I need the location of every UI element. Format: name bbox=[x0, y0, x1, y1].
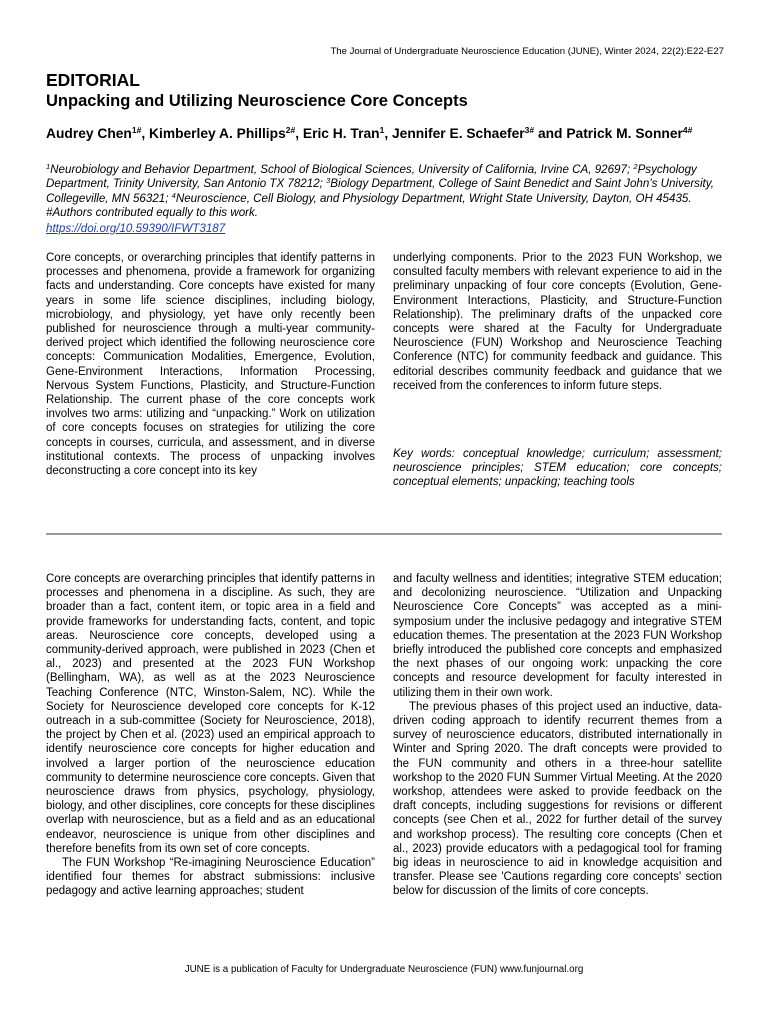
author-affiliation-mark: 2# bbox=[285, 125, 296, 135]
keywords: Key words: conceptual knowledge; curriculum; assessment; neuroscience principles; STEM education; core concepts; conceptual elements; unpacking; teaching tools bbox=[393, 448, 722, 489]
affiliations bbox=[46, 163, 726, 221]
author-affiliation-mark: 1# bbox=[131, 125, 142, 135]
body-paragraph: The previous phases of this project used an inductive, data-driven coding approach to identify recurrent themes from a survey of neuroscience educators, distributed internationally in Winter and Spring 2020. The draft concepts were provided to the FUN community and others in a three-hour satellite workshop to the 2020 FUN Summer Virtual Meeting. At the 2020 workshop, attendees were asked to provide feedback on the draft concepts, including suggestions for revisions or different concepts (see Chen et al., 2022 for further detail of the survey and workshop process). The resulting core concepts (Chen et al., 2023) provide educators with a pedagogical tool for framing big ideas in neuroscience to aid in knowledge acquisition and transfer. Please see 'Cautions regarding core concepts' section below for discussion of the limits of core concepts. bbox=[393, 700, 722, 898]
body-paragraph: and faculty wellness and identities; integrative STEM education; and decolonizing neuroscience. “Utilization and Unpacking Neuroscience Core Concepts” was accepted as a mini-symposium under the inclusive pedagogy and integrative STEM education themes. The presentation at the 2023 FUN Workshop briefly introduced the published core concepts and emphasized the next phases of our ongoing work: unpacking the core concepts and resource development for faculty interested in utilizing them in their own work. bbox=[393, 573, 722, 699]
affiliation-text: Psychology Department, Trinity University, San Antonio TX 78212; bbox=[46, 163, 697, 191]
section-divider bbox=[46, 533, 722, 535]
section-label: EDITORIAL bbox=[46, 70, 140, 90]
author-affiliation-mark: 1 bbox=[379, 125, 385, 135]
affiliation-text: Neurobiology and Behavior Department, School of Biological Sciences, University of California, Irvine CA, 92697; bbox=[50, 163, 634, 176]
author-name: Kimberley A. Phillips bbox=[149, 126, 286, 141]
affiliation-mark: 3 bbox=[326, 176, 331, 186]
author-name: Eric H. Tran bbox=[302, 126, 380, 141]
abstract-left-column bbox=[46, 251, 375, 478]
affiliation-mark: 2 bbox=[633, 162, 638, 171]
author-separator: , bbox=[384, 126, 392, 141]
author-name: Patrick M. Sonner bbox=[566, 126, 683, 141]
abstract-paragraph: underlying components. Prior to the 2023 FUN Workshop, we consulted faculty members with relevant experience to aid in the preliminary unpacking of four core concepts (Evolution, Gene-Environment Interactions, Plasticity, and Structure-Function Relationship). The preliminary drafts of the unpacked core concepts were shared at the Faculty for Undergraduate Neuroscience (FUN) Workshop and Neuroscience Teaching Conference (NTC) for community feedback and guidance. This editorial describes community feedback and guidance that we received from the conferences to inform future steps. bbox=[393, 252, 722, 392]
journal-citation-header: The Journal of Undergraduate Neuroscience Education (JUNE), Winter 2024, 22(2):E22-E27 bbox=[330, 46, 724, 57]
author-and: and bbox=[534, 126, 567, 141]
body-right-column bbox=[393, 572, 722, 899]
author-separator: , bbox=[141, 126, 150, 141]
author-affiliation-mark: 4# bbox=[682, 125, 693, 135]
author-list bbox=[46, 125, 726, 142]
doi-link[interactable]: https://doi.org/10.59390/IFWT3187 bbox=[46, 222, 226, 235]
body-paragraph: The FUN Workshop “Re-imagining Neuroscience Education” identified four themes for abstract submissions: inclusive pedagogy and active learning approaches; student bbox=[46, 857, 375, 898]
affiliation-mark: 1 bbox=[46, 162, 51, 171]
affiliation-text: Biology Department, College of Saint Benedict and Saint John’s University, Collegeville, MN 56321; bbox=[46, 177, 714, 205]
author-affiliation-mark: 3# bbox=[524, 125, 535, 135]
affiliation-text: Neuroscience, Cell Biology, and Physiology Department, Wright State University, Dayton, OH 45435. #Authors contributed equally to this work. bbox=[46, 191, 692, 220]
page-footer: JUNE is a publication of Faculty for Undergraduate Neuroscience (FUN) www.funjournal.org bbox=[184, 964, 584, 975]
article-title: Unpacking and Utilizing Neuroscience Core Concepts bbox=[46, 92, 468, 110]
abstract-right-column bbox=[393, 251, 722, 393]
affiliation-mark: 4 bbox=[171, 190, 176, 200]
body-paragraph: Core concepts are overarching principles that identify patterns in processes and phenomena in a discipline. As such, they are broader than a fact, content item, or topic area in a field and provide frameworks for understanding facts, content, and topic areas. Neuroscience core concepts, developed using a community-derived approach, were published in 2023 (Chen et al., 2023) and presented at the 2023 FUN Workshop (Bellingham, WA), as well as at the 2023 Neuroscience Teaching Conference (NTC, Winston-Salem, NC). While the Society for Neuroscience developed core concepts for K-12 outreach in a sub-committee (Society for Neuroscience, 2018), the project by Chen et al. (2023) used an empirical approach to identify neuroscience core concepts for higher education and involved a larger portion of the neuroscience education community to determine neuroscience core concepts. Given that neuroscience draws from physics, psychology, physiology, biology, and other disciplines, core concepts for these disciplines overlap with neuroscience, but as a field and as an educational endeavor, neuroscience is unique from other disciplines and therefore benefits from its own set of core concepts. bbox=[46, 573, 375, 855]
body-left-column bbox=[46, 572, 375, 899]
abstract-paragraph: Core concepts, or overarching principles that identify patterns in processes and phenomena, provide a framework for organizing facts and understanding. Core concepts have existed for many years in some life science disciplines, including biology, microbiology, and physiology, yet have only recently been published for neuroscience through a multi-year community-derived project which identified the following neuroscience core concepts: Communication Modalities, Emergence, Evolution, Gene-Environment Interactions, Information Processing, Nervous System Functions, Plasticity, and Structure-Function Relationship. The current phase of the core concepts work involves two arms: utilizing and “unpacking.” Work on utilization of core concepts focuses on strategies for utilizing the core concepts in courses, curricula, and assessment, and in diverse institutional contexts. The process of unpacking involves deconstructing a core concept into its key bbox=[46, 252, 375, 478]
author-name: Audrey Chen bbox=[46, 126, 132, 141]
author-separator: , bbox=[295, 126, 303, 141]
author-name: Jennifer E. Schaefer bbox=[391, 126, 525, 141]
